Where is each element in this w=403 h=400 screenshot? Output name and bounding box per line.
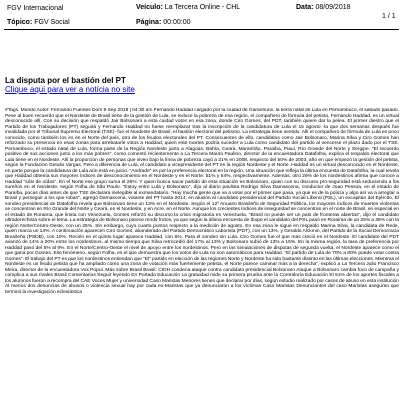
vehiculo-field bbox=[136, 4, 240, 12]
topico-label: Tópico: bbox=[7, 19, 33, 26]
topico-value: FGV Social bbox=[34, 19, 70, 26]
pagina-field bbox=[136, 19, 191, 27]
data-field bbox=[296, 4, 351, 12]
pagina-value: 00:00:00 bbox=[163, 19, 191, 26]
article-title: La disputa por el bastión del PT bbox=[5, 76, 126, 85]
clipping-header bbox=[0, 0, 403, 28]
page-count: 1 / 1 bbox=[382, 13, 396, 20]
article-body: #Tags. Mundo Autor: Fernando Fuentes Dom 9 Sep 2018 | 04:30 am Fernando Haddad cargado por la ciudad de Garanhuns, la tierra natal de Lula en Pernambuco, el sábado pasado. Pese al buen recuerdo que el Nordeste de Brasil tiene de la gestión de Lula, se reduce la pobreza de esa región, el compañero de fórmula del petista, Fernando Haddad, es un virtual desconocido allí. Con su decisión que respaldó Jair Bolsonaro a esta cuidad votos en esa zona, donde Ciro Gomes, del PDT, también quiere dar la pelea. El primer diestro que el Partido de los Trabajadores (PT) seguirá y Fernando Haddad no fuese reemplazar tras la inscripción de la candidatura de Lula el 15 agosto -la que dos semanas después fue invalidada por el Tribunal Supremo Electoral (TSE)- fue el Nordeste de Brasil, el bastión electoral del petismo. La estrategia tiene sentido. Allí el compañero de fórmula de Lula es poco conocido, como también los es en el Norte del país, otro de los feudos electorales del PT. Consecuentes de ello, candidatos como Jair Bolsonaro, Marina Silva y Ciro Gomes han reforzado su presencia en esas zonas para arrebatarle votos a Haddad, quien este martes podría suceder a Lula como candidato del partido al vencerse el plazo dado por el TSE. Pernambuco, el estado natal de Lula, forma parte de la Región Nordeste junto a Alagoas, Bahía, Ceará, Maranhão, Paraíba, Piauí, Río Grande del Norte y Sergipe. "El recuerdo positivo de sus acciones junto a los más pobres", como comentó recientemente a La Tercera Mauro Paulino, director de la encuestadora Datafolha, explica el respaldo electoral que Lula tiene en el Nordeste. Allí la proporción de personas que viven bajo la línea de pobreza cayó a 31% en 2008, respecto del 50% de 2003, año en que empezó la gestión del petista, según la Fundación Getulio Vargas. Pero a diferencia de Lula, el candidato a vicepresidente del PT en la región Nordeste y el Norte. Haddad es un virtual desconocido en el Nordeste, en parte porque la candidatura de Lula aún está en juicio. "Andrade" es por la preferencia electoral en la región. Una situación que refleja la última encuesta de Datafolha, la cual revela que Haddad obtenía sus mayores índices de desconocimiento en el Nordeste y en el Norte: 51% y 54%, respectivamente. Además, otro 29% de los nordestinos afirma que conoce a Haddad "sólo de oídas". En el Norte ese grupo suma el 26%. Y quien busca sacar partido de esta situación es Bolsonaro, quien con su discurso pro-seguridad está seduciendo a los sureños en el Nordeste, según Folha de São Paulo. "Estoy entre Lula y Bolsonaro", dijo al diario paulista Rodrigo Silva Damascena, conductor de Joao Pessoa, en el estado de Paraíba, pocas días antes de que TSE declarara inelegible al exmandatario. "Hay mucha gente que va a votar por el primer que pasa, ya que es de la policía y algo así va a arreglar a Brasil y perseguir a los que roban", agregó Damascena, votante del PT hasta 2014, en alusión al candidato presidencial del Partido Social Liberal (PSL), un excapitán del Ejército. El sondeo presidencial de Datafolha revela que Bolsonaro tiene un 13% en el Nordeste. Según el 12º Anuario Brasileño de Seguridad Pública, los mayores índices de muertes violentas se concentran en Río Grande del Norte y Ceará, en el Nordeste, y en Acre, en el Norte. Aunque los crecientes índices de inseguridad se concentran en el norte de Brasil, en especial en el estado de Roraima, que limita con Venezuela, Gomes reforzó su discurso la crisis migratoria en Venezuela. "Brasil no puede ser un país de fronteras abiertas", dijo el candidato ultraderechista sobre el tema. La estrategia de Bolsonaro parece rendir frutos, ya que según la última encuesta de Ibope el candidato del PSL pasó en Roraima de un 25% a 36% con la región Norte/Centro-Oeste, con un 25%. Sin embargo, cuyo cuarto puntos respecto a la medición de agosto. En esa zona le sigue en respaldo Marina Silva, la candidata de Rede, quien marca un 14%. A continuación aparecen Ciro Gomes, abanderado del Partido Democrático Laborista (PDT), con un 13%, y Geraldo Alckmin, del Partido de la Social Democracia Brasileña (PSDB), con 10%. Recién en el quinto lugar aparece Haddad, con 6%. Para el sondeo sin Lula. Ciro Gomes fue el que más creció en el Nordeste. El candidato del PDT avanzó de 14% a 20% entre los nordestinos, al mismo tiempo que Silva retrocedió del 17% al 13% y Bolsonaro subió de 13% a 15%. En la misma región, la tasa de preferencia por Haddad pasó del 5% al 9%. En el Norte/Centro-Oeste el nivel de apoyo entre los nordestinos. Pero en las simulaciones de disputas de segunda vuelta, el Nordeste aparece como el que gana por Gomes. Ese fenómeno, según Folha, es el que demuestra que los votos de Lula no son automáticos para Haddad. "El partido de Lula de 70% a 80% puede votar contra Gomes". El trabajo del PT es que los nordestinos entiendan que "El" partido en elección de las regiones Norte y Nordeste ha sido bastante distinto en las últimas elecciones. Mientras el Nordeste es un feudo petista que ha ampliado como una zona de votación más fuertemente petista, el Norte parece caminar más a la derecha", explicó a La Tercera Julio Francisco Meira, director de la encuestadora Vox Popul. Más sobre Brasil Brasil: CIDH condena ataque contra candidato presidencial Bolsonaro Ataque a Bolsonaro cambia foco de campaña y complica a sus rivales Brasil Comentarios Seguir leyendo En Portada Educación La gratuidad mide su primera prueba ante la Contraloría Educación El 51% de los aportes fiscales a los alumnos fueron a recompra del CAE Voces Mujer y universidad Caso Maristas Menores tienen que declarar por días, según estudio realizado por casos de abuso en esta institución Al menos dos denuncias de abusos o violencia sexual hay por cada ex-Maristas que ya denunciaron a los víctimas Caso Maristas Denunciantes del caso Maristas aseguran que terminó la investigación eclesiástica bbox=[5, 108, 399, 295]
topico-field bbox=[7, 19, 70, 27]
pagina-label: Página: bbox=[136, 19, 162, 26]
header-divider bbox=[4, 29, 399, 30]
medio-label: FGV Internacional bbox=[7, 5, 64, 12]
vehiculo-label: Veículo: bbox=[136, 4, 163, 11]
view-on-site-link[interactable]: Clique aqui para ver a notícia no site bbox=[5, 85, 135, 94]
data-value: 08/09/2018 bbox=[315, 4, 351, 11]
data-label: Data: bbox=[296, 4, 314, 11]
vehiculo-value: La Tercera Online - CHL bbox=[164, 4, 241, 11]
